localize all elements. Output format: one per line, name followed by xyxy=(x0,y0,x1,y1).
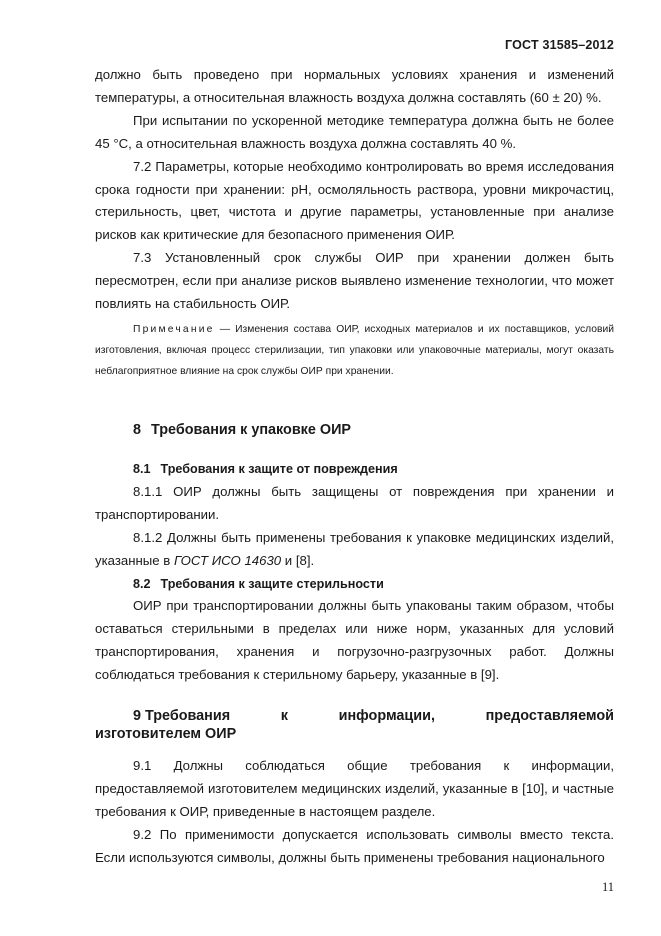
subsection-8-1-number: 8.1 xyxy=(133,461,151,476)
subsection-8-1-heading xyxy=(95,458,614,481)
paragraph-9-2: 9.2 По применимости допускается использовать символы вместо текста. Если используются символы, должны быть применены требования национального xyxy=(95,826,614,865)
subsection-8-1-title: Требования к защите от повреждения xyxy=(160,461,398,476)
standard-reference: ГОСТ ИСО 14630 xyxy=(173,552,282,568)
note-text: — Изменения состава ОИР, исходных материалов и их поставщиков, условий изготовления, включая процесс стерилизации, тип упаковки или упаковочные материалы, могут оказать неблагоприятное влияние на срок службы ОИР при хранении. xyxy=(95,323,614,377)
paragraph-9-1: 9.1 Должны соблюдаться общие требования к информации, предоставляемой изготовителем медицинских изделий, указанные в [10], и частные требования к ОИР, приведенные в настоящем разделе. xyxy=(95,758,614,819)
subsection-8-2-number: 8.2 xyxy=(133,576,151,591)
section-9-word-3: информации, xyxy=(338,708,435,725)
note-label: Примечание xyxy=(133,323,215,335)
section-9-word-2: к xyxy=(280,708,288,725)
section-8-heading xyxy=(95,420,614,440)
paragraph-8-1-2 xyxy=(95,527,614,573)
paragraph-continuation: должно быть проведено при нормальных условиях хранения и изменений температуры, а относительная влажность воздуха должна составлять (60 ± 20) %. xyxy=(95,67,614,105)
subsection-8-2-title: Требования к защите стерильности xyxy=(160,576,384,591)
section-9-word-4: предоставляемой xyxy=(485,708,614,725)
section-9-word-1: 9 Требования xyxy=(133,708,231,725)
section-8-title: Требования к упаковке ОИР xyxy=(151,421,352,438)
document-body xyxy=(95,64,614,870)
section-8-number: 8 xyxy=(133,421,142,438)
paragraph-8-1-1: 8.1.1 ОИР должны быть защищены от повреждения при хранении и транспортировании. xyxy=(95,483,614,522)
paragraph-accelerated-test: При испытании по ускоренной методике температура должна быть не более 45 °С, а относительная влажность воздуха должна составлять 40 %. xyxy=(95,112,614,151)
subsection-8-2-heading xyxy=(95,573,614,596)
note-block xyxy=(95,319,614,382)
paragraph-7-2: 7.2 Параметры, которые необходимо контролировать во время исследования срока годности при хранении: рН, осмоляльность раствора, уровни микрочастиц, стерильность, цвет, чистота и другие параметры, установленные при анализе рисков как критические для безопасного применения ОИР. xyxy=(95,158,614,243)
section-9-heading-line2: изготовителем ОИР xyxy=(95,726,237,743)
section-9-heading-line1 xyxy=(95,707,614,725)
paragraph-7-3: 7.3 Установленный срок службы ОИР при хранении должен быть пересмотрен, если при анализе рисков выявлено изменение технологии, что может повлиять на стабильность ОИР. xyxy=(95,250,614,312)
page-number: 11 xyxy=(601,880,614,894)
section-9-heading xyxy=(95,707,614,743)
paragraph-8-1-2-end: и [8]. xyxy=(281,552,315,568)
document-code-header: ГОСТ 31585–2012 xyxy=(505,38,614,52)
paragraph-8-2: ОИР при транспортировании должны быть упакованы таким образом, чтобы оставаться стерильными в пределах или ниже норм, указанных для условий транспортирования, хранения и погрузочно-разгрузочных работ. Должны соблюдаться требования к стерильному барьеру, указанные в [9]. xyxy=(95,598,614,683)
paragraph-8-1-2-text: 8.1.2 Должны быть применены требования к упаковке медицинских изделий, указанные в xyxy=(95,529,614,568)
